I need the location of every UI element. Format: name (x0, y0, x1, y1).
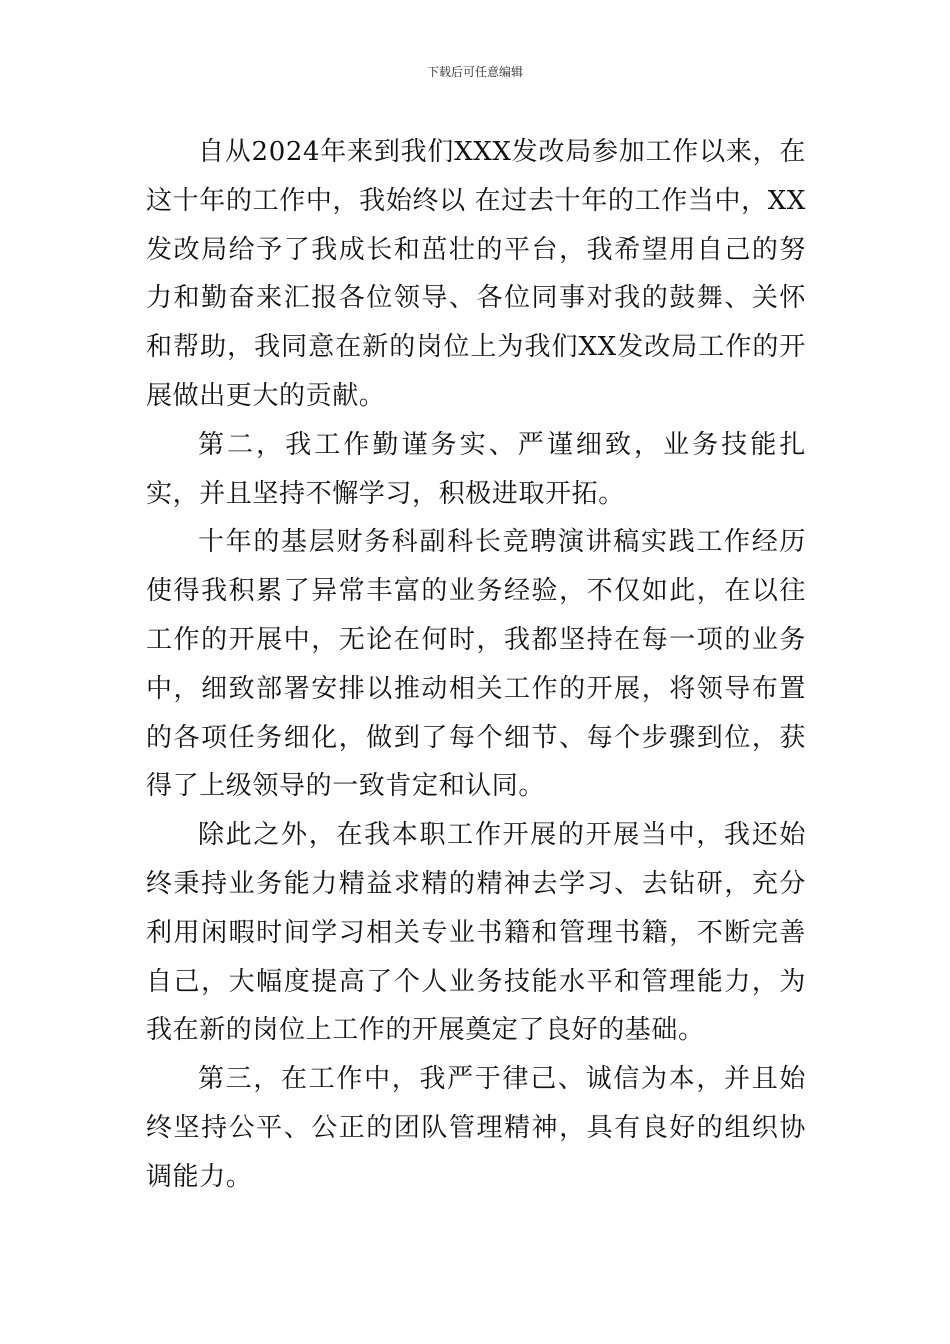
paragraph-4: 除此之外，在我本职工作开展的开展当中，我还始终秉持业务能力精益求精的精神去学习、去钻研，充分利用闲暇时间学习相关专业书籍和管理书籍，不断完善自己，大幅度提高了个人业务技能水平和管理能力，为我在新的岗位上工作的开展奠定了良好的基础。 (146, 820, 806, 1046)
document-body (146, 128, 806, 1202)
paragraph-2: 第二，我工作勤谨务实、严谨细致，业务技能扎实，并且坚持不懈学习，积极进取开拓。 (146, 429, 806, 509)
page-header: 下载后可任意编辑 (426, 65, 523, 79)
paragraph-5: 第三，在工作中，我严于律己、诚信为本，并且始终坚持公平、公正的团队管理精神，具有良好的组织协调能力。 (146, 1064, 806, 1192)
paragraph-1: 自从2024年来到我们XXX发改局参加工作以来，在这十年的工作中，我始终以 在过去十年的工作当中，XX发改局给予了我成长和茁壮的平台，我希望用自己的努力和勤奋来汇报各位领导、各位同事对我的鼓舞、关怀和帮助，我同意在新的岗位上为我们XX发改局工作的开展做出更大的贡献。 (146, 137, 806, 411)
paragraph-3: 十年的基层财务科副科长竞聘演讲稿实践工作经历使得我积累了异常丰富的业务经验，不仅如此，在以往工作的开展中，无论在何时，我都坚持在每一项的业务中，细致部署安排以推动相关工作的开展，将领导布置的各项任务细化，做到了每个细节、每个步骤到位，获得了上级领导的一致肯定和认同。 (146, 527, 806, 802)
